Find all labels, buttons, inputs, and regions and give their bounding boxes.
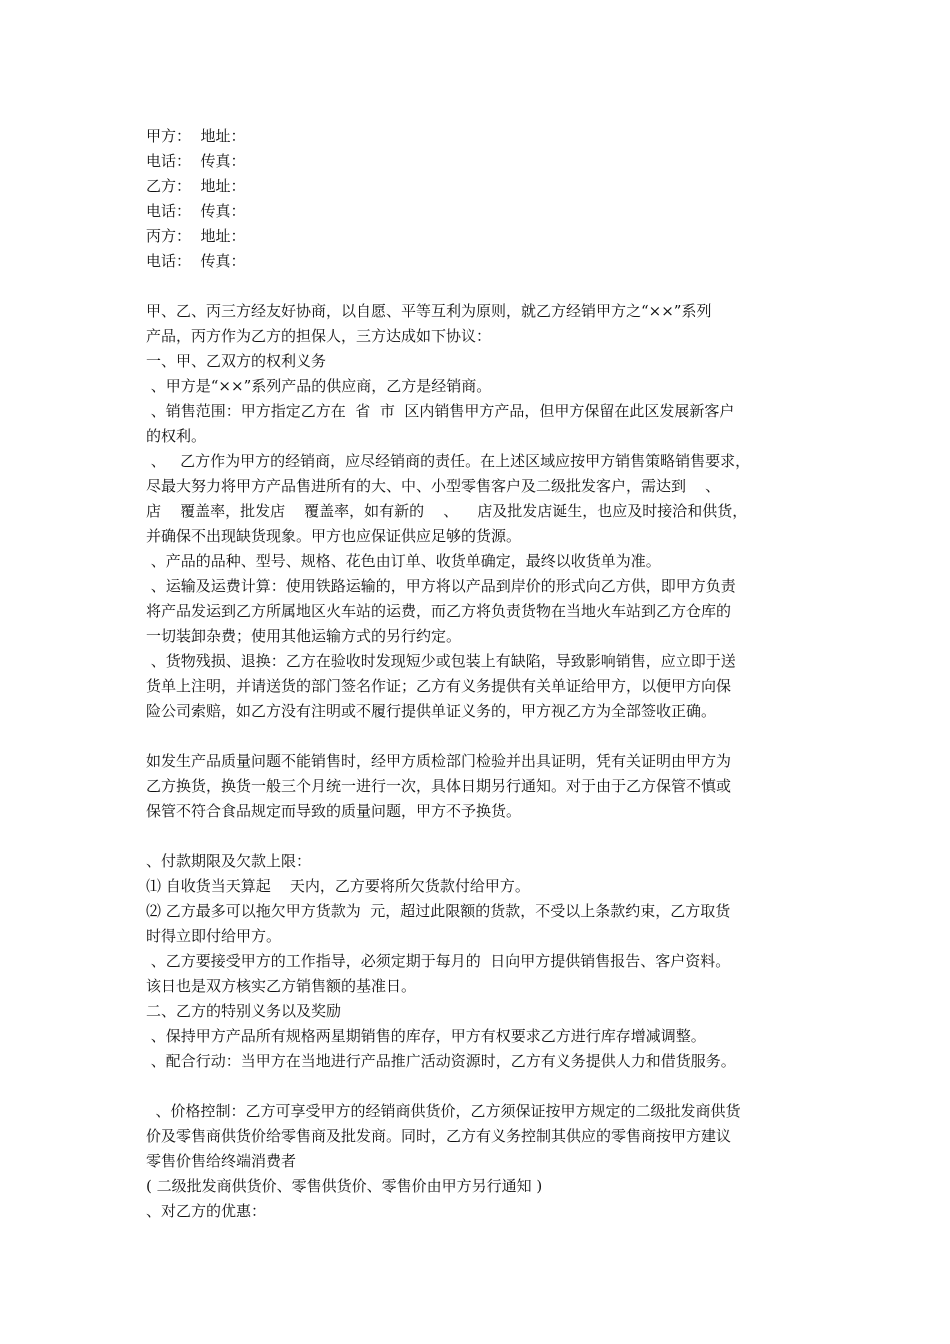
text-line: 并确保不出现缺货现象。甲方也应保证供应足够的货源。 [146,527,522,545]
text-line: ⑵ 乙方最多可以拖欠甲方货款为 元，超过此限额的货款，不受以上条款约束，乙方取货 [146,902,731,920]
payment-section [146,849,826,1074]
text-line: 、甲方是“××”系列产品的供应商，乙方是经销商。 [146,377,492,395]
text-line: 将产品发运到乙方所属地区火车站的运费，而乙方将负责货物在当地火车站到乙方仓库的 [146,602,732,620]
text-line: 乙方换货，换货一般三个月统一进行一次，具体日期另行通知。对于由于乙方保管不慎或 [146,777,732,795]
text-line: 零售价售给终端消费者 [146,1152,297,1170]
text-line: 、运输及运费计算：使用铁路运输的，甲方将以产品到岸价的形式向乙方供，即甲方负责 [146,577,736,595]
text-line: 、 乙方作为甲方的经销商，应尽经销商的责任。在上述区域应按甲方销售策略销售要求， [146,452,751,470]
text-line: 一切装卸杂费；使用其他运输方式的另行约定。 [146,627,462,645]
text-line: 货单上注明，并请送货的部门签名作证；乙方有义务提供有关单证给甲方，以便甲方向保 [146,677,732,695]
text-line: 产品，丙方作为乙方的担保人，三方达成如下协议： [146,327,492,345]
party-line: 电话： 传真： [146,252,246,270]
party-info-block [146,124,826,274]
text-line: 、配合行动：当甲方在当地进行产品推广活动资源时，乙方有义务提供人力和借货服务。 [146,1052,736,1070]
price-control-section [146,1099,826,1224]
party-line: 甲方： 地址： [146,127,246,145]
spacer [146,1074,826,1099]
text-line: ( 二级批发商供货价、零售供货价、零售价由甲方另行通知 ) [146,1177,543,1195]
text-line: ⑴ 自收货当天算起 天内，乙方要将所欠货款付给甲方。 [146,877,530,895]
spacer [146,274,826,299]
text-line: 该日也是双方核实乙方销售额的基准日。 [146,977,417,995]
text-line: 、乙方要接受甲方的工作指导，必须定期于每月的 日向甲方提供销售报告、客户资料。 [146,952,731,970]
text-line: 、产品的品种、型号、规格、花色由订单、收货单确定，最终以收货单为准。 [146,552,661,570]
spacer [146,824,826,849]
text-line: 险公司索赔，如乙方没有注明或不履行提供单证义务的，甲方视乙方为全部签收正确。 [146,702,717,720]
text-line: 、货物残损、退换：乙方在验收时发现短少或包装上有缺陷，导致影响销售，应立即于送 [146,652,736,670]
text-line: 尽最大努力将甲方产品售进所有的大、中、小型零售客户及二级批发客户，需达到 、 [146,477,721,495]
text-line: 保管不符合食品规定而导致的质量问题，甲方不予换货。 [146,802,522,820]
text-line: 、对乙方的优惠： [146,1202,267,1220]
party-line: 电话： 传真： [146,202,246,220]
section-heading: 一、甲、乙双方的权利义务 [146,352,327,370]
section-heading: 二、乙方的特别义务以及奖励 [146,1002,342,1020]
contract-document [146,124,826,1224]
quality-exchange-section [146,749,826,824]
text-line: 店 覆盖率，批发店 覆盖率，如有新的 、 店及批发店诞生，也应及时接洽和供货， [146,502,748,520]
text-line: 、保持甲方产品所有规格两星期销售的库存，甲方有权要求乙方进行库存增减调整。 [146,1027,706,1045]
spacer [146,724,826,749]
party-line: 丙方： 地址： [146,227,246,245]
rights-obligations-section [146,299,826,724]
text-line: 甲、乙、丙三方经友好协商，以自愿、平等互利为原则，就乙方经销甲方之“××”系列 [146,302,712,320]
text-line: 价及零售商供货价给零售商及批发商。同时，乙方有义务控制其供应的零售商按甲方建议 [146,1127,732,1145]
text-line: 、付款期限及欠款上限： [146,852,312,870]
party-line: 乙方： 地址： [146,177,246,195]
text-line: 的权利。 [146,427,207,445]
text-line: 时得立即付给甲方。 [146,927,282,945]
text-line: 、价格控制：乙方可享受甲方的经销商供货价，乙方须保证按甲方规定的二级批发商供货 [146,1102,741,1120]
text-line: 、销售范围：甲方指定乙方在 省 市 区内销售甲方产品，但甲方保留在此区发展新客户 [146,402,735,420]
text-line: 如发生产品质量问题不能销售时，经甲方质检部门检验并出具证明，凭有关证明由甲方为 [146,752,732,770]
party-line: 电话： 传真： [146,152,246,170]
